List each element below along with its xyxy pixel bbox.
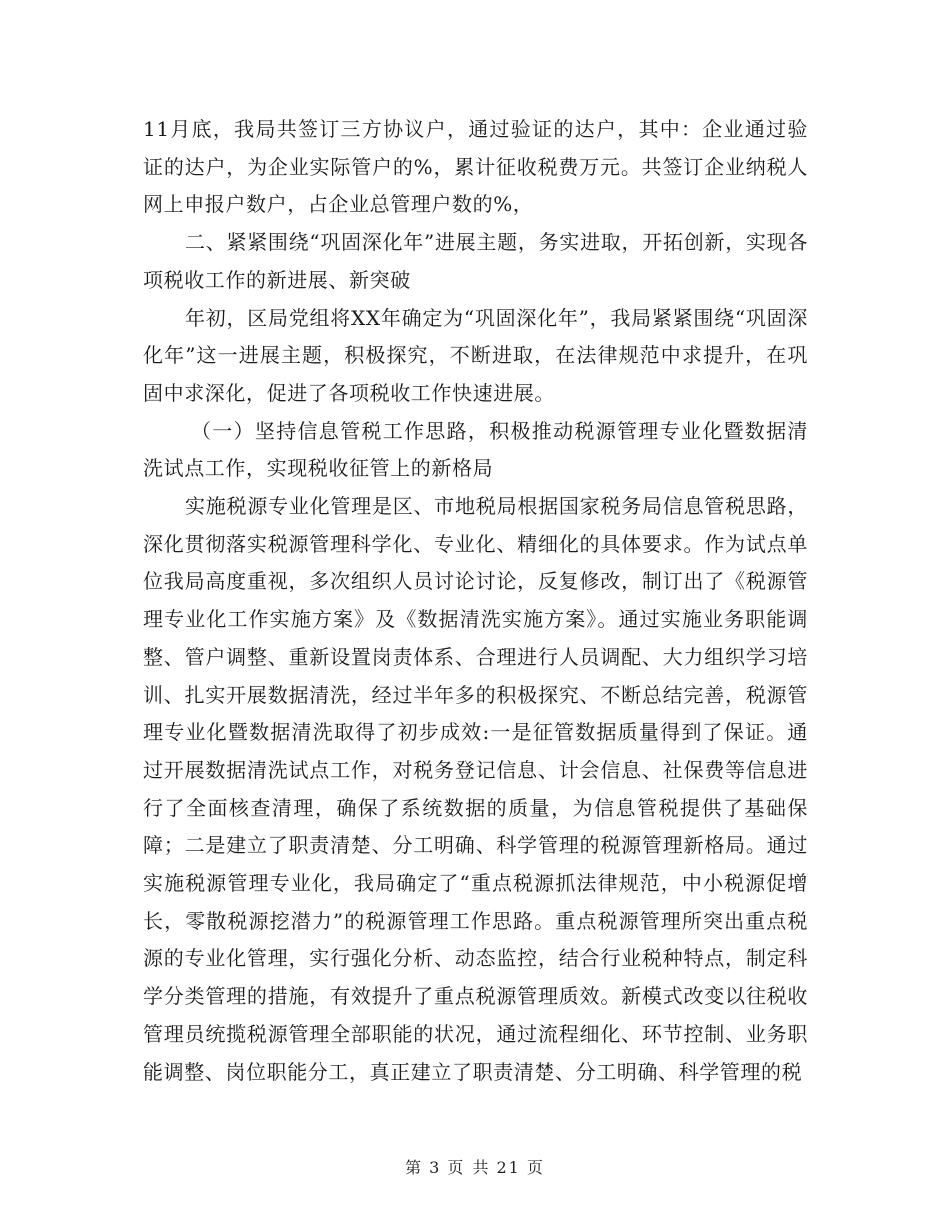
footer-current-page: 3 [429,1158,442,1177]
subsection-heading-1: （一）坚持信息管税工作思路，积极推动税源管理专业化暨数据清洗试点工作，实现税收征管上的新格局 [143,418,808,481]
page-footer [0,1155,950,1178]
paragraph-body: 实施税源专业化管理是区、市地税局根据国家税务局信息管税思路，深化贯彻落实税源管理科学化、专业化、精细化的具体要求。作为试点单位我局高度重视，多次组织人员讨论讨论，反复修改，制订出了《税源管理专业化工作实施方案》及《数据清洗实施方案》。通过实施业务职能调整、管户调整、重新设置岗责体系、合理进行人员调配、大力组织学习培训、扎实开展数据清洗，经过半年多的积极探究、不断总结完善，税源管理专业化暨数据清洗取得了初步成效:一是征管数据质量得到了保证。通过开展数据清洗试点工作，对税务登记信息、计会信息、社保费等信息进行了全面核查清理，确保了系统数据的质量，为信息管税提供了基础保障；二是建立了职责清楚、分工明确、科学管理的税源管理新格局。通过实施税源管理专业化，我局确定了“重点税源抓法律规范，中小税源促增长，零散税源挖潜力”的税源管理工作思路。重点税源管理所突出重点税源的专业化管理，实行强化分析、动态监控，结合行业税种特点，制定科学分类管理的措施，有效提升了重点税源管理质效。新模式改变以往税收管理员统揽税源管理全部职能的状况，通过流程细化、环节控制、业务职能调整、岗位职能分工，真正建立了职责清楚、分工明确、科学管理的税 [143,494,808,1084]
section-heading-2: 二、紧紧围绕“巩固深化年”进展主题，务实进取，开拓创新，实现各项税收工作的新进展、新突破 [143,230,808,292]
paragraph-summary: 11月底，我局共签订三方协议户，通过验证的达户，其中：企业通过验证的达户，为企业实际管户的%，累计征收税费万元。共签订企业纳税人网上申报户数户，占企业总管理户数的%， [143,117,808,217]
footer-total-pages: 21 [496,1158,521,1177]
footer-middle: 页 共 [447,1158,491,1177]
footer-suffix: 页 [526,1158,545,1177]
paragraph-intro: 年初，区局党组将XX年确定为“巩固深化年”，我局紧紧围绕“巩固深化年”这一进展主题，积极探究，不断进取，在法律规范中求提升，在巩固中求深化，促进了各项税收工作快速进展。 [143,305,808,405]
document-body [143,111,808,1091]
footer-prefix: 第 [405,1158,424,1177]
